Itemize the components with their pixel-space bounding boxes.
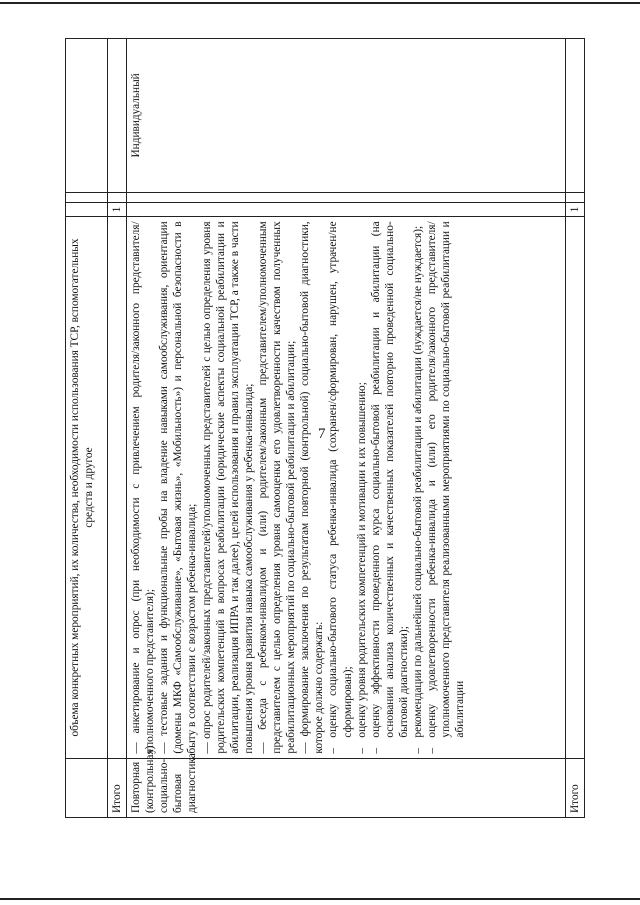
subitem-4 — [411, 221, 425, 753]
empty-cell — [108, 192, 127, 202]
item-3: — опрос родителей/законных представителей/уполномоченных представителей с целью определения уровня родительских компетенций в вопросах реабилитации (юридические аспекты социальной реабилитации и абилитации, реализация ИПРА и так далее), целей использования и правил эксплуатации ТСР, а также в части повышения уровня развития навыка самообслуживания у ребенка-инвалида; — [200, 221, 255, 754]
page-number: 7 — [318, 426, 326, 442]
empty-cell — [565, 192, 584, 202]
dash-mark: – — [411, 747, 424, 754]
content-cell — [127, 217, 566, 758]
empty-cell — [66, 192, 108, 202]
empty-cell — [565, 217, 584, 758]
empty-cell — [66, 39, 108, 193]
subitem-2 — [355, 221, 369, 753]
itogo-label: Итого — [108, 758, 127, 817]
empty-cell — [127, 192, 566, 202]
empty-cell — [127, 203, 566, 217]
empty-cell — [108, 39, 127, 193]
item-4: — беседа с ребенком-инвалидом и (или) родителем/законным представителем/уполномоченным представителем с целью определения уровня самооценки его удовлетворенности качеством полученных реабилитационных мероприятий по социально-бытовой реабилитации и абилитации; — [256, 221, 298, 754]
subitem-text: оценку уровня родительских компетенций и мотивации к их повышению; — [355, 382, 368, 738]
dash-mark: – — [327, 747, 340, 754]
subitem-5 — [425, 221, 467, 753]
itogo-label: Итого — [565, 758, 584, 817]
rehab-table — [65, 38, 585, 818]
rotated-table-area — [65, 38, 585, 818]
empty-cell — [66, 203, 108, 217]
stage-label: Повторная (контрольная) социально-бытовая диагностика — [127, 758, 566, 817]
subitem-text: рекомендации по дальнейшей социально-бытовой реабилитации и абилитации (нуждается/не нуждается); — [411, 225, 424, 738]
table-row — [108, 39, 127, 818]
scan-edge-bottom — [0, 898, 640, 900]
scan-edge-top — [0, 2, 640, 4]
item-1: — анкетирование и опрос (при необходимости с привлечением родителя/законного представителя/уполномоченного представителя); — [130, 221, 157, 754]
subitem-1 — [326, 221, 354, 753]
header-text: объема конкретных мероприятий, их количества, необходимости использования ТСР, вспомогательных средств и другое — [66, 217, 108, 758]
table-row — [565, 39, 584, 818]
subitem-text: оценку эффективности проведенного курса социально-бытовой реабилитации и абилитации (на основании анализа количественных и качественных показателей повторно проведенной социально-бытовой диагностики); — [369, 221, 410, 738]
dash-mark: – — [426, 747, 439, 754]
dash-mark: – — [369, 747, 382, 754]
type-label: Индивидуальный — [127, 39, 566, 193]
dash-mark: – — [355, 747, 368, 754]
subitem-text: оценку социально-бытового статуса ребенка-инвалида (сохранен/сформирован, нарушен, утрачен/не сформирован); — [327, 221, 354, 738]
count-cell: 1 — [565, 203, 584, 217]
empty-cell — [108, 217, 127, 758]
rotated-table — [65, 38, 585, 818]
subitem-text: оценку удовлетворенности ребенка-инвалида и (или) его родителя/законного представителя/уполномоченного представителя реализованными мероприятиями по социально-бытовой реабилитации и абилитации — [426, 221, 467, 738]
item-2: — тестовые задания и функциональные пробы на владение навыками самообслуживания, ориентации (домены МКФ «Самообслуживание», «Бытовая жизнь», «Мобильность») и персональной безопасности в быту в соответствии с возрастом ребенка-инвалида; — [158, 221, 199, 754]
empty-cell — [565, 39, 584, 193]
count-cell: 1 — [108, 203, 127, 217]
table-row — [66, 39, 108, 818]
subitem-3 — [369, 221, 411, 753]
item-5: — формирование заключения по результатам повторной (контрольной) социально-бытовой диагностики, которое должно содержать: — [299, 221, 326, 754]
table-row — [127, 39, 566, 818]
empty-cell — [66, 758, 108, 817]
